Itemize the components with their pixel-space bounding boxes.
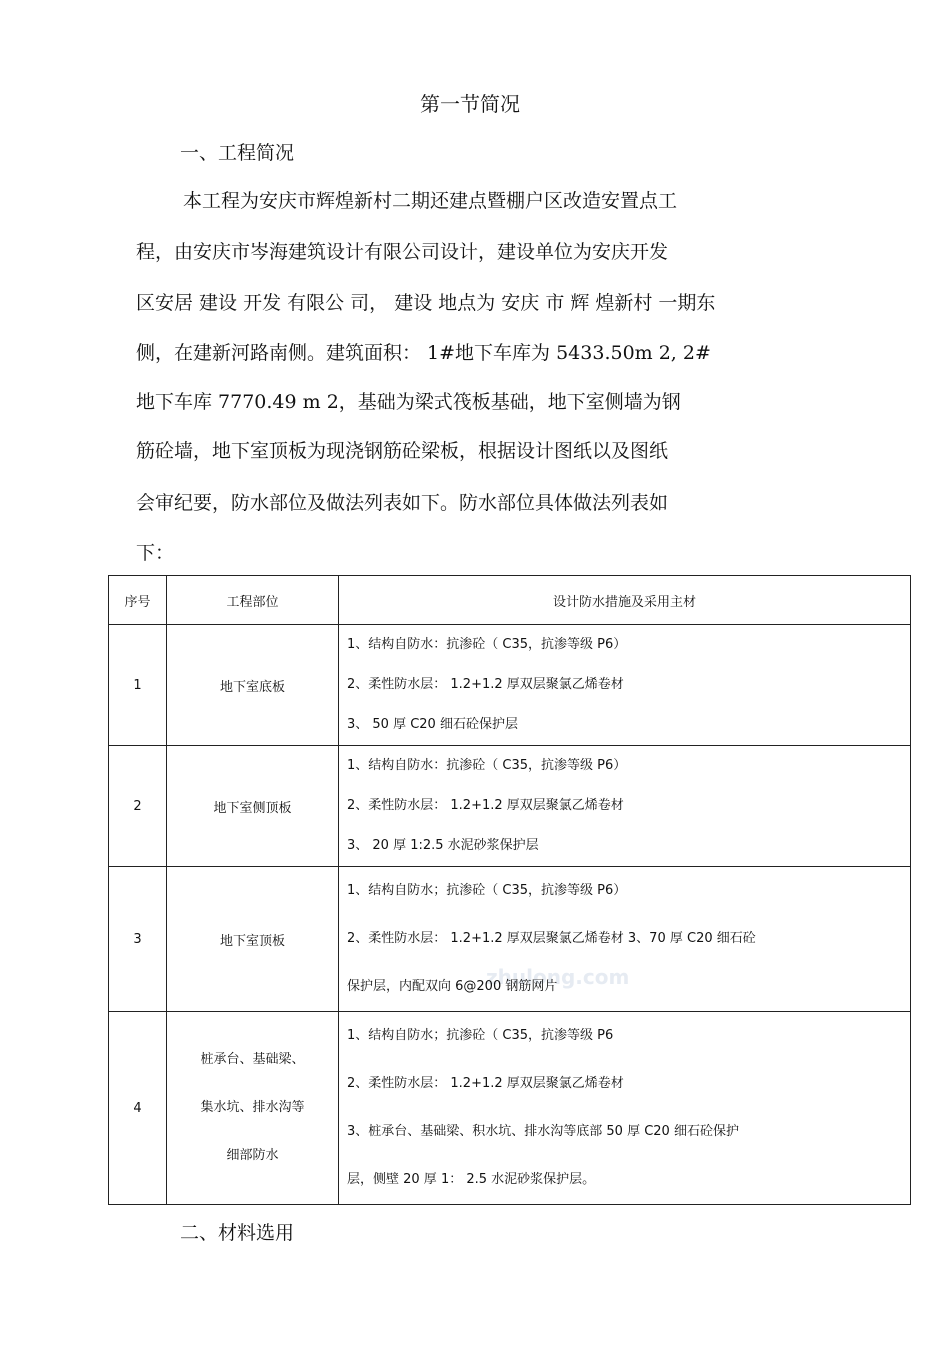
row-part: 地下室顶板 <box>167 867 339 1012</box>
measure-line: 3、桩承台、基础梁、积水坑、排水沟等底部 50 厚 C20 细石砼保护 <box>347 1124 739 1139</box>
table-row <box>109 867 911 1012</box>
row-no: 4 <box>109 1012 167 1205</box>
measure-line: 2、柔性防水层： 1.2+1.2 厚双层聚氯乙烯卷材 <box>347 798 624 813</box>
header-no: 序号 <box>109 576 167 625</box>
row-no: 3 <box>109 867 167 1012</box>
measure-line: 1、结构自防水；抗渗砼（ C35，抗渗等级 P6） <box>347 883 627 898</box>
paragraph-line: 区安居 建设 开发 有限公 司， 建设 地点为 安庆 市 辉 煌新村 一期东 <box>136 292 716 314</box>
table-header-row <box>109 576 911 625</box>
paragraph-line: 程，由安庆市岑海建筑设计有限公司设计，建设单位为安庆开发 <box>136 241 669 263</box>
row-no: 2 <box>109 746 167 867</box>
section-heading-2: 二、材料选用 <box>180 1222 295 1244</box>
page-title: 第一节简况 <box>420 92 520 116</box>
row-measures <box>339 625 911 746</box>
table-row <box>109 1012 911 1205</box>
paragraph-line: 会审纪要，防水部位及做法列表如下。防水部位具体做法列表如 <box>136 492 669 514</box>
waterproofing-table <box>108 575 911 1205</box>
row-part <box>167 1012 339 1205</box>
measure-line: 层，侧壁 20 厚 1： 2.5 水泥砂浆保护层。 <box>347 1172 596 1187</box>
row-measures <box>339 867 911 1012</box>
measure-line: 3、 50 厚 C20 细石砼保护层 <box>347 717 518 732</box>
measure-line: 2、柔性防水层： 1.2+1.2 厚双层聚氯乙烯卷材 <box>347 677 624 692</box>
row-part-line: 细部防水 <box>226 1148 279 1163</box>
measure-line: 2、柔性防水层： 1.2+1.2 厚双层聚氯乙烯卷材 3、70 厚 C20 细石砼 <box>347 931 756 946</box>
row-measures <box>339 1012 911 1205</box>
measure-line: 保护层，内配双向 6@200 钢筋网片 <box>347 979 558 994</box>
row-part-line: 集水坑、排水沟等 <box>200 1100 305 1115</box>
row-part: 地下室侧顶板 <box>167 746 339 867</box>
header-measures: 设计防水措施及采用主材 <box>339 576 911 625</box>
measure-line: 3、 20 厚 1:2.5 水泥砂浆保护层 <box>347 838 539 853</box>
paragraph-line: 下： <box>136 542 175 564</box>
table-row <box>109 625 911 746</box>
paragraph-line: 地下车库 7770.49 m 2，基础为梁式筏板基础，地下室侧墙为钢 <box>136 391 681 413</box>
table-row <box>109 746 911 867</box>
row-no: 1 <box>109 625 167 746</box>
measure-line: 1、结构自防水；抗渗砼（ C35，抗渗等级 P6 <box>347 1028 614 1043</box>
section-heading-1: 一、工程简况 <box>180 142 295 164</box>
watermark: zhulong.com <box>486 965 630 989</box>
measure-line: 1、结构自防水：抗渗砼（ C35，抗渗等级 P6） <box>347 758 627 773</box>
measure-line: 2、柔性防水层： 1.2+1.2 厚双层聚氯乙烯卷材 <box>347 1076 624 1091</box>
measure-line: 1、结构自防水：抗渗砼（ C35，抗渗等级 P6） <box>347 637 627 652</box>
row-part: 地下室底板 <box>167 625 339 746</box>
row-measures <box>339 746 911 867</box>
header-part: 工程部位 <box>167 576 339 625</box>
paragraph-line: 本工程为安庆市辉煌新村二期还建点暨棚户区改造安置点工 <box>183 190 678 212</box>
paragraph-line: 筋砼墙，地下室顶板为现浇钢筋砼梁板，根据设计图纸以及图纸 <box>136 440 669 462</box>
row-part-line: 桩承台、基础梁、 <box>200 1052 305 1067</box>
paragraph-line: 侧，在建新河路南侧。建筑面积： 1#地下车库为 5433.50m 2, 2# <box>136 342 711 364</box>
